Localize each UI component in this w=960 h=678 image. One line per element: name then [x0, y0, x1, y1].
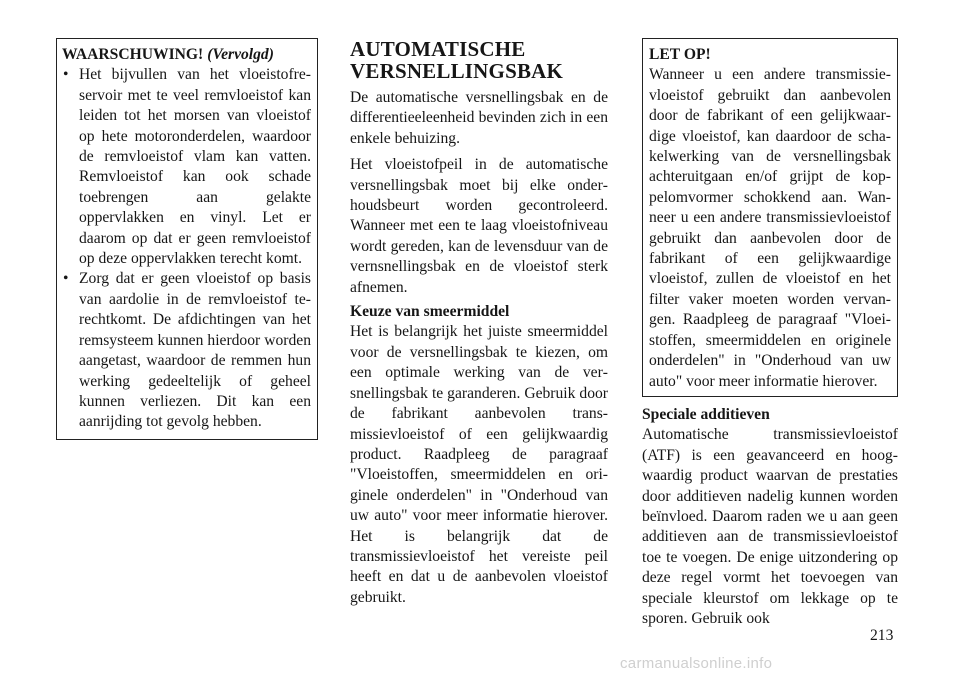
lubricant-choice-paragraph: Het is belangrijk het juiste smeermiddel voor de versnellingsbak te kiezen, om een optimale werking van de versnellingsbak te garanderen. Gebruik door de fabrikant aanbevolen transmissievloeistof of een gelijkwaardig product. Raadpleeg de paragraaf "Vloeistoffen, smeermiddelen en originele onderdelen" in "Onderhoud van uw auto" voor meer informatie hierover. Het is belangrijk dat de transmissievloeistof het vereiste peil heeft en dat u de aanbevolen vloeistof gebruikt.: [350, 323, 608, 606]
special-additives-paragraph: Automatische transmissievloeistof (ATF) is een geavanceerd en hoogwaardig product waarvan de prestaties door additieven nadelig kunnen worden beïnvloed. Daarom raden we u aan geen additieven aan de transmissievloeistof toe te voegen. De enige uitzondering op deze regel vormt het toevoegen van speciale kleurstof om lekkage op te sporen. Gebruik ook: [642, 426, 898, 627]
warning-title-line: [62, 45, 311, 65]
notice-text: Wanneer u een andere transmissievloeistof gebruikt dan aanbevolen door de fabrikant of een gelijkwaardige vloeistof, kan daardoor de schakelwerking van de versnellingsbak achteruitgaan en/of grijpt de koppelomvormer schokkend aan. Wanneer u een andere transmissievloeistof gebruikt dan aanbevolen door de fabrikant of een gelijkwaardige vloeistof, zullen de vloeistof en het filter vaker moeten worden vervangen. Raadpleeg de paragraaf "Vloeistoffen, smeermiddelen en originele onderdelen" in "Onderhoud van uw auto" voor meer informatie hierover.: [649, 66, 891, 390]
right-column: [642, 38, 898, 629]
fluid-level-paragraph: Het vloeistofpeil in de automatische versnellingsbak moet bij elke onderhoudsbeurt worden gecontroleerd. Wanneer met een te laag vloeistofniveau wordt gereden, kan de levensduur van de vernsnellingsbak en de vloeistof sterk afnemen.: [350, 156, 608, 296]
section-heading-line2: VERSNELLINGSBAK: [350, 59, 564, 83]
section-heading-line1: AUTOMATISCHE: [350, 37, 526, 61]
warning-box: [56, 38, 318, 440]
watermark: carmanualsonline.info: [620, 655, 773, 672]
notice-title: LET OP!: [649, 46, 711, 63]
middle-column: [350, 38, 608, 614]
intro-paragraph: De automatische versnellingsbak en de differentieeleenheid bevinden zich in een enkele behuizing.: [350, 89, 608, 147]
notice-box: [642, 38, 898, 397]
special-additives-heading: Speciale additieven: [642, 405, 770, 423]
warning-title: WAARSCHUWING!: [62, 46, 204, 63]
lubricant-choice-heading: Keuze van smeermiddel: [350, 303, 510, 321]
warning-bullet-2: • Zorg dat er geen vloeistof op basis van aardolie in de remvloeistof terechtkomt. De afdichtingen van het remsysteem kunnen hierdoor worden aangetast, waardoor de remmen hun werking gedeeltelijk of geheel kunnen verliezen. Dit kan een aanrijding tot gevolg hebben.: [62, 269, 311, 432]
page-number: 213: [870, 627, 894, 644]
warning-continued: (Vervolgd): [207, 46, 274, 63]
section-heading: [350, 38, 608, 82]
warning-bullet-1: • Het bijvullen van het vloeistofreservoir met te veel remvloeistof kan leiden tot het morsen van vloeistof op hete motoronderdelen, waardoor de remvloeistof vlam kan vatten. Remvloeistof kan ook schade toebrengen aan gelakte oppervlakken en vinyl. Let er daarom op dat er geen remvloeistof op deze oppervlakken terecht komt.: [62, 65, 311, 269]
warning-bullet-list: [62, 65, 311, 432]
left-column: [56, 38, 318, 440]
